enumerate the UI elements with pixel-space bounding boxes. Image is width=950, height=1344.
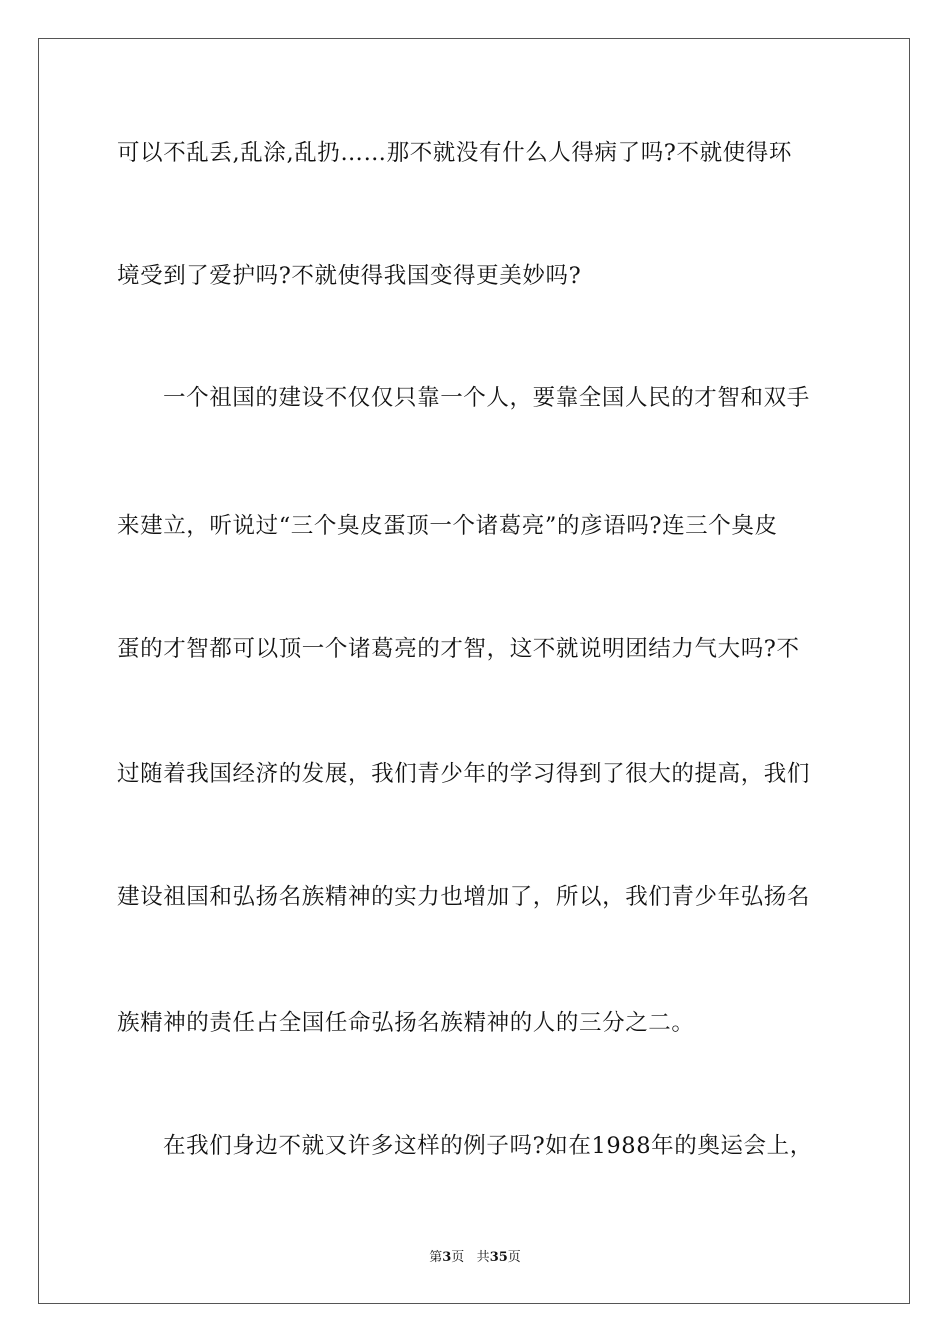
body-text-line: 来建立，听说过“三个臭皮蛋顶一个诸葛亮”的彦语吗?连三个臭皮 (117, 513, 778, 539)
page-border (38, 38, 910, 1304)
body-text-line: 可以不乱丢,乱涂,乱扔……那不就没有什么人得病了吗?不就使得环 (117, 140, 792, 166)
page-footer (0, 1246, 950, 1265)
body-text-line: 在我们身边不就又许多这样的例子吗?如在1988年的奥运会上， (163, 1133, 813, 1159)
body-text-line: 过随着我国经济的发展，我们青少年的学习得到了很大的提高，我们 (117, 761, 811, 787)
body-text-line: 建设祖国和弘扬名族精神的实力也增加了，所以，我们青少年弘扬名 (117, 884, 811, 910)
page-label-prefix: 第 (429, 1250, 443, 1265)
page-label-suffix: 页 (451, 1250, 465, 1265)
body-text-line: 蛋的才智都可以顶一个诸葛亮的才智，这不就说明团结力气大吗?不 (117, 636, 800, 662)
total-label-suffix: 页 (507, 1250, 521, 1265)
total-pages: 35 (489, 1250, 508, 1265)
body-text-line: 境受到了爱护吗?不就使得我国变得更美妙吗? (117, 263, 582, 289)
body-text-line: 一个祖国的建设不仅仅只靠一个人，要靠全国人民的才智和双手 (163, 385, 810, 411)
total-label-prefix: 共 (476, 1250, 490, 1265)
body-text-line: 族精神的责任占全国任命弘扬名族精神的人的三分之二。 (117, 1010, 695, 1036)
page-number: 3 (442, 1250, 452, 1265)
